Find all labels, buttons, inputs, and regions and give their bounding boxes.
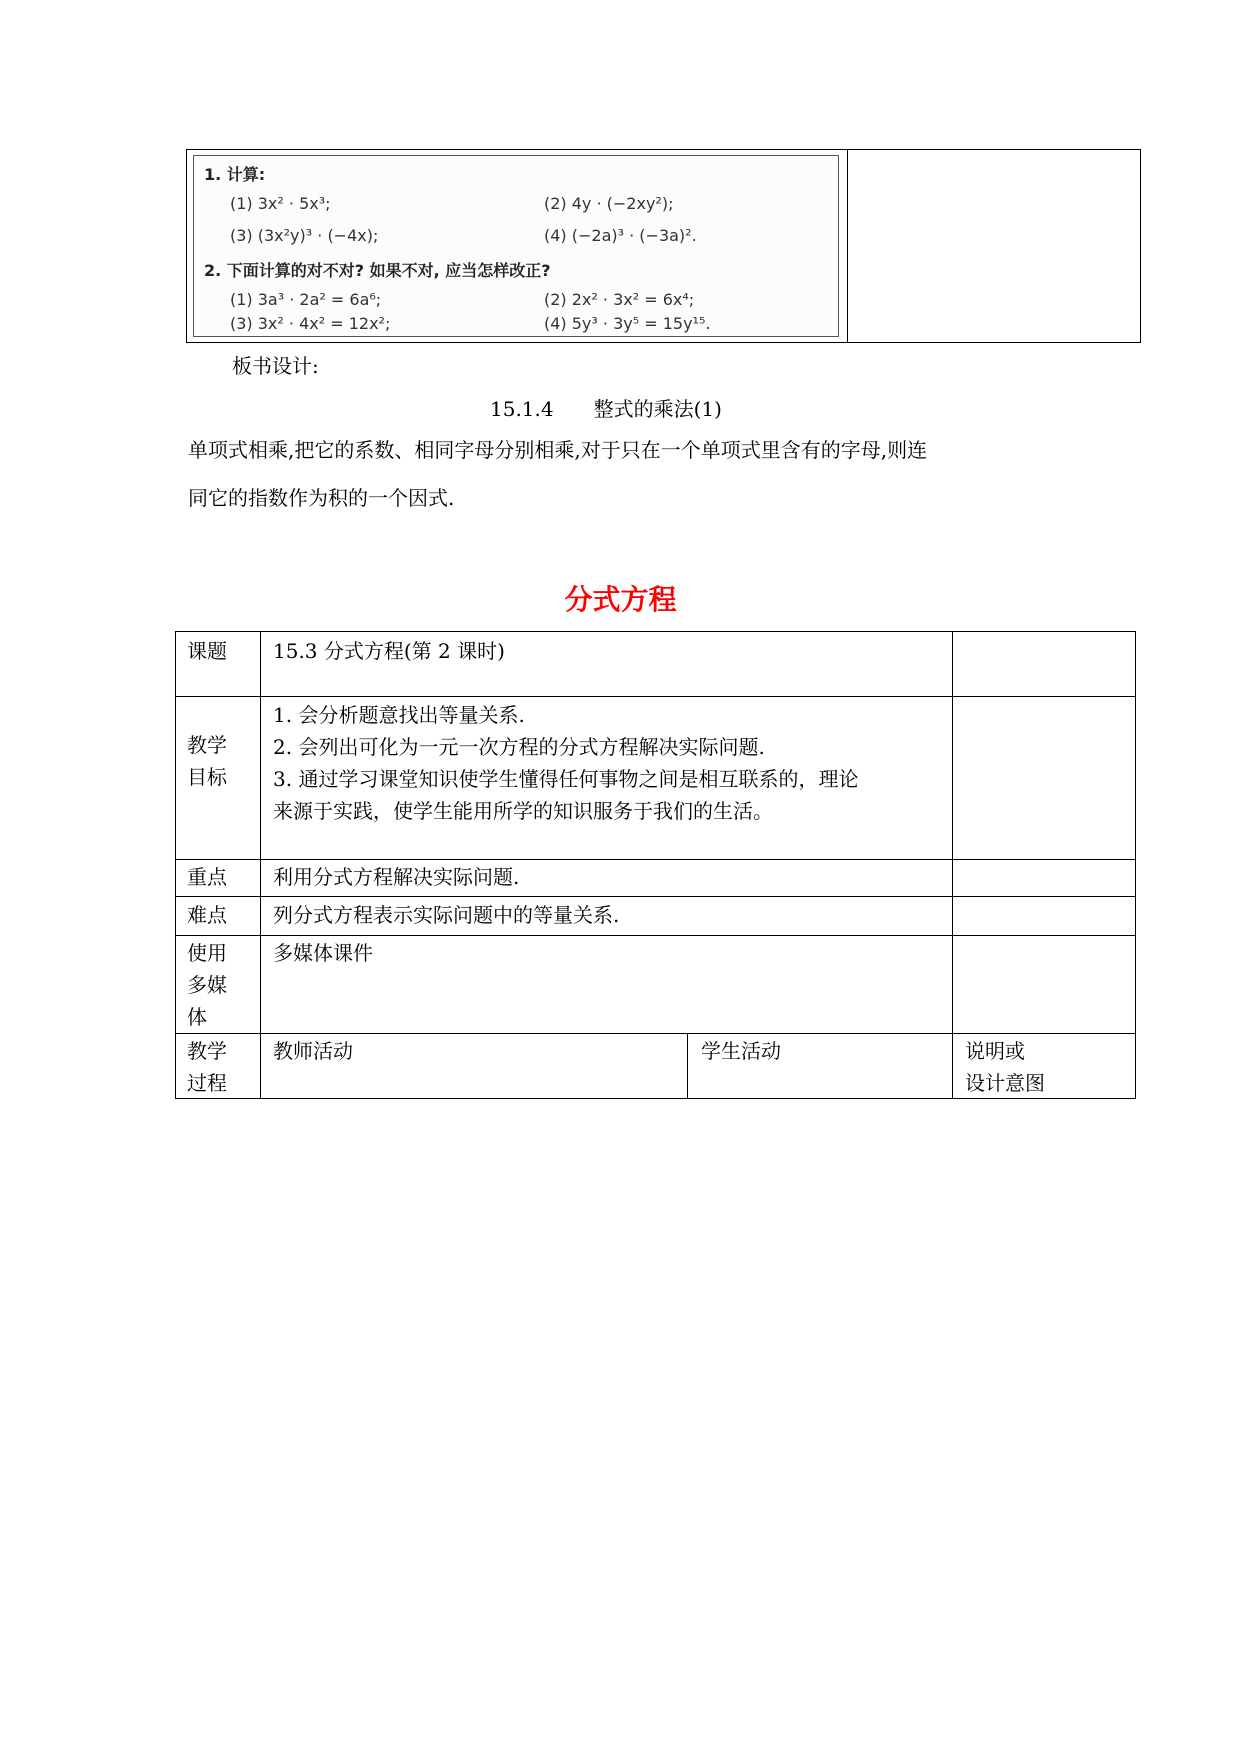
exercise-table <box>186 149 1141 343</box>
table-line <box>175 935 1136 936</box>
exercise-image <box>193 155 839 337</box>
difficulty-label: 难点 <box>187 903 227 927</box>
exercise-2-item: (2) 2x² · 3x² = 6x⁴; <box>544 290 695 309</box>
teacher-activity-header: 教师活动 <box>273 1039 353 1063</box>
goal-item: 来源于实践，使学生能用所学的知识服务于我们的生活。 <box>273 799 773 823</box>
exercise-1-title: 1. 计算: <box>204 165 266 184</box>
table-line <box>952 631 953 1099</box>
key-point-value: 利用分式方程解决实际问题. <box>273 865 520 889</box>
student-activity-header: 学生活动 <box>701 1039 781 1063</box>
goals-label: 教学 目标 <box>187 733 227 789</box>
table-line <box>175 631 1136 632</box>
goal-item: 2. 会列出可化为一元一次方程的分式方程解决实际问题. <box>273 735 765 759</box>
document-title: 分式方程 <box>564 583 677 616</box>
exercise-2-item: (4) 5y³ · 3y⁵ = 15y¹⁵. <box>544 314 711 333</box>
table-line <box>175 896 1136 897</box>
topic-label: 课题 <box>187 639 227 663</box>
process-label: 教学 过程 <box>187 1039 227 1095</box>
table-line <box>175 1033 1136 1034</box>
board-heading: 15.1.4 整式的乘法(1) <box>490 397 722 421</box>
lesson-plan-table <box>175 631 1136 1099</box>
table-line <box>687 1033 688 1099</box>
topic-value: 15.3 分式方程(第 2 课时) <box>273 639 505 663</box>
goal-item: 3. 通过学习课堂知识使学生懂得任何事物之间是相互联系的，理论 <box>273 767 859 791</box>
notes-header: 说明或 设计意图 <box>965 1039 1045 1095</box>
exercise-2-item: (3) 3x² · 4x² = 12x²; <box>230 314 391 333</box>
key-point-label: 重点 <box>187 865 227 889</box>
table-line <box>175 859 1136 860</box>
table-line <box>260 631 261 1099</box>
media-label: 使用 多媒 体 <box>187 941 227 1029</box>
exercise-2-title: 2. 下面计算的对不对? 如果不对, 应当怎样改正? <box>204 261 551 280</box>
board-rule-line-2: 同它的指数作为积的一个因式. <box>188 486 455 510</box>
exercise-1-item: (2) 4y · (−2xy²); <box>544 194 674 213</box>
goal-item: 1. 会分析题意找出等量关系. <box>273 703 525 727</box>
exercise-1-item: (4) (−2a)³ · (−3a)². <box>544 226 697 245</box>
table-line <box>175 696 1136 697</box>
table-line <box>175 631 176 1099</box>
board-design-label: 板书设计: <box>232 354 319 378</box>
media-value: 多媒体课件 <box>273 941 373 965</box>
table-line <box>1135 631 1136 1099</box>
exercise-1-item: (3) (3x²y)³ · (−4x); <box>230 226 379 245</box>
exercise-1-item: (1) 3x² · 5x³; <box>230 194 331 213</box>
exercise-2-item: (1) 3a³ · 2a² = 6a⁶; <box>230 290 382 309</box>
exercise-table-divider <box>847 150 848 342</box>
difficulty-value: 列分式方程表示实际问题中的等量关系. <box>273 903 620 927</box>
board-rule-line-1: 单项式相乘,把它的系数、相同字母分别相乘,对于只在一个单项式里含有的字母,则连 <box>188 438 928 462</box>
